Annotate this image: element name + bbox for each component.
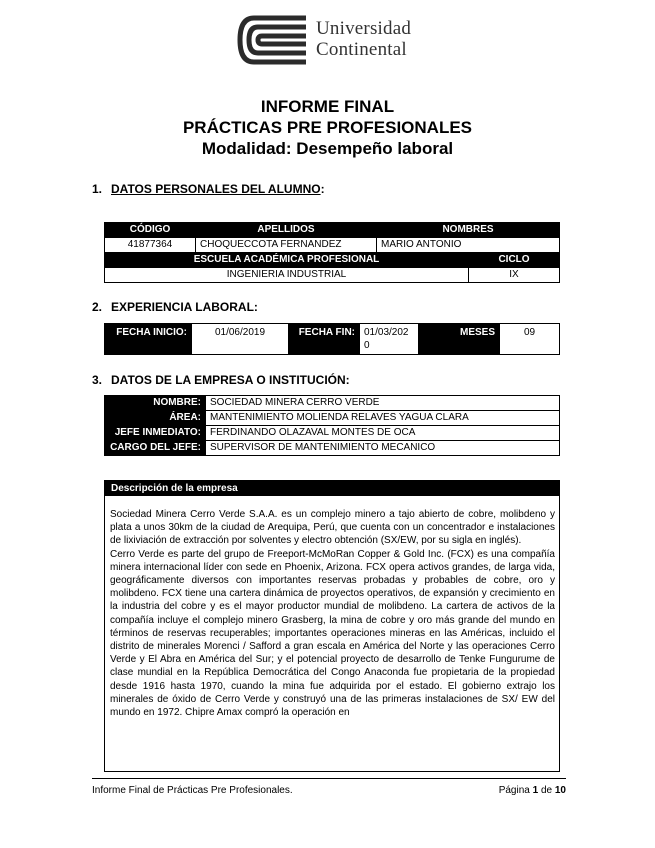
table-row xyxy=(105,426,560,441)
header-codigo: CÓDIGO xyxy=(105,223,196,238)
label-jefe-inmediato: JEFE INMEDIATO: xyxy=(105,426,206,441)
table-row xyxy=(105,268,560,283)
section-2-title: EXPERIENCIA LABORAL: xyxy=(111,300,258,314)
table-row xyxy=(105,238,560,253)
cell-escuela: INGENIERIA INDUSTRIAL xyxy=(105,268,469,283)
company-description-box xyxy=(104,480,560,772)
label-area: ÁREA: xyxy=(105,411,206,426)
label-cargo-jefe: CARGO DEL JEFE: xyxy=(105,441,206,456)
description-body xyxy=(105,496,559,719)
section-3-number: 3. xyxy=(92,373,103,387)
logo-line-2: Continental xyxy=(316,39,407,60)
cell-fecha-fin xyxy=(360,324,419,355)
header-apellidos: APELLIDOS xyxy=(196,223,377,238)
experience-table xyxy=(104,323,560,355)
fecha-fin-line-2: 0 xyxy=(364,340,370,351)
table-row xyxy=(105,253,560,268)
description-paragraph-1: Sociedad Minera Cerro Verde S.A.A. es un complejo minero a tajo abierto de cobre, molibdeno y plata a unos 30km de la ciudad de Arequipa, Perú, que cuenta con un concentrador e instalaciones de lixiviación de extracción por solventes y electro obtención (SX/EW, por su sigla en inglés). xyxy=(110,509,555,547)
cell-area: MANTENIMIENTO MOLIENDA RELAVES YAGUA CLARA xyxy=(206,411,560,426)
section-1-heading xyxy=(92,182,325,196)
header-escuela: ESCUELA ACADÉMICA PROFESIONAL xyxy=(105,253,469,268)
label-nombre: NOMBRE: xyxy=(105,396,206,411)
student-data-table xyxy=(104,222,560,283)
description-header: Descripción de la empresa xyxy=(105,481,559,496)
cell-fecha-inicio: 01/06/2019 xyxy=(192,324,289,355)
cell-meses: 09 xyxy=(500,324,560,355)
cell-cargo-jefe: SUPERVISOR DE MANTENIMIENTO MECANICO xyxy=(206,441,560,456)
cell-nombre: SOCIEDAD MINERA CERRO VERDE xyxy=(206,396,560,411)
section-3-heading xyxy=(92,373,350,387)
section-1-number: 1. xyxy=(92,182,103,196)
description-paragraph-2: Cerro Verde es parte del grupo de Freeport-McMoRan Copper & Gold Inc. (FCX) es una compañía minera internacional líder con sede en Phoenix, Arizona. FCX opera activos grandes, de larga vida, geográficamente diversos con importantes reservas probadas y probables de cobre, oro y molibdeno. FCX tiene una cartera dinámica de proyectos operativos, de expansión y crecimiento en la industria del cobre y es el mayor productor mundial de molibdeno. La cartera de activos de la compañía incluye el complejo minero Grasberg, la mina de cobre y oro más grande del mundo en términos de reservas recuperables; importantes operaciones mineras en las Américas, incluido el distrito de minerales Morenci / Safford a gran escala en América del Norte y las operaciones Cerro Verde y El Abra en América del Sur; y el potencial proyecto de desarrollo de Tenke Fungurume de clase mundial en la República Democrática del Congo Anaconda fue propietaria de la propiedad desde 1916 hasta 1970, cuando la mina fue adquirida por el estado. El gobierno extrajo los minerales de óxido de Cerro Verde y construyó una de las primeras instalaciones de SX/ EW del mundo en 1972. Chipre Amax compró la operación en xyxy=(110,548,555,719)
footer-page-word: Página xyxy=(498,785,530,796)
company-table xyxy=(104,395,560,456)
footer-current-page: 1 xyxy=(532,785,539,796)
section-2-number: 2. xyxy=(92,300,103,314)
footer-of-word: de xyxy=(540,785,553,796)
cell-codigo: 41877364 xyxy=(105,238,196,253)
header-ciclo: CICLO xyxy=(469,253,560,268)
header-nombres: NOMBRES xyxy=(377,223,560,238)
footer-divider xyxy=(92,778,566,779)
section-1-suffix: : xyxy=(320,182,325,196)
footer-page-number xyxy=(499,785,566,796)
cell-jefe-inmediato: FERDINANDO OLAZAVAL MONTES DE OCA xyxy=(206,426,560,441)
section-1-title: DATOS PERSONALES DEL ALUMNO xyxy=(111,182,321,196)
section-2-heading xyxy=(92,300,258,314)
fecha-fin-line-1: 01/03/202 xyxy=(364,327,409,338)
section-3-title: DATOS DE LA EMPRESA O INSTITUCIÓN: xyxy=(111,373,350,387)
logo-line-1: Universidad xyxy=(316,18,412,39)
footer-document-title: Informe Final de Prácticas Pre Profesionales. xyxy=(92,785,293,796)
title-modalidad: Modalidad: Desempeño laboral xyxy=(201,139,454,158)
table-row xyxy=(105,324,560,355)
label-meses: MESES xyxy=(419,324,500,355)
label-fecha-inicio: FECHA INICIO: xyxy=(105,324,192,355)
cell-nombres: MARIO ANTONIO xyxy=(377,238,560,253)
cell-ciclo: IX xyxy=(469,268,560,283)
university-logo-icon xyxy=(236,14,308,66)
label-fecha-fin: FECHA FIN: xyxy=(289,324,360,355)
table-row xyxy=(105,396,560,411)
footer-total-pages: 10 xyxy=(554,785,566,796)
table-row xyxy=(105,223,560,238)
cell-apellidos: CHOQUECCOTA FERNANDEZ xyxy=(196,238,377,253)
title-informe-final: INFORME FINAL xyxy=(260,97,395,116)
table-row xyxy=(105,441,560,456)
university-logo xyxy=(236,14,416,66)
table-row xyxy=(105,411,560,426)
title-practicas: PRÁCTICAS PRE PROFESIONALES xyxy=(182,118,473,137)
document-titles xyxy=(0,96,655,159)
